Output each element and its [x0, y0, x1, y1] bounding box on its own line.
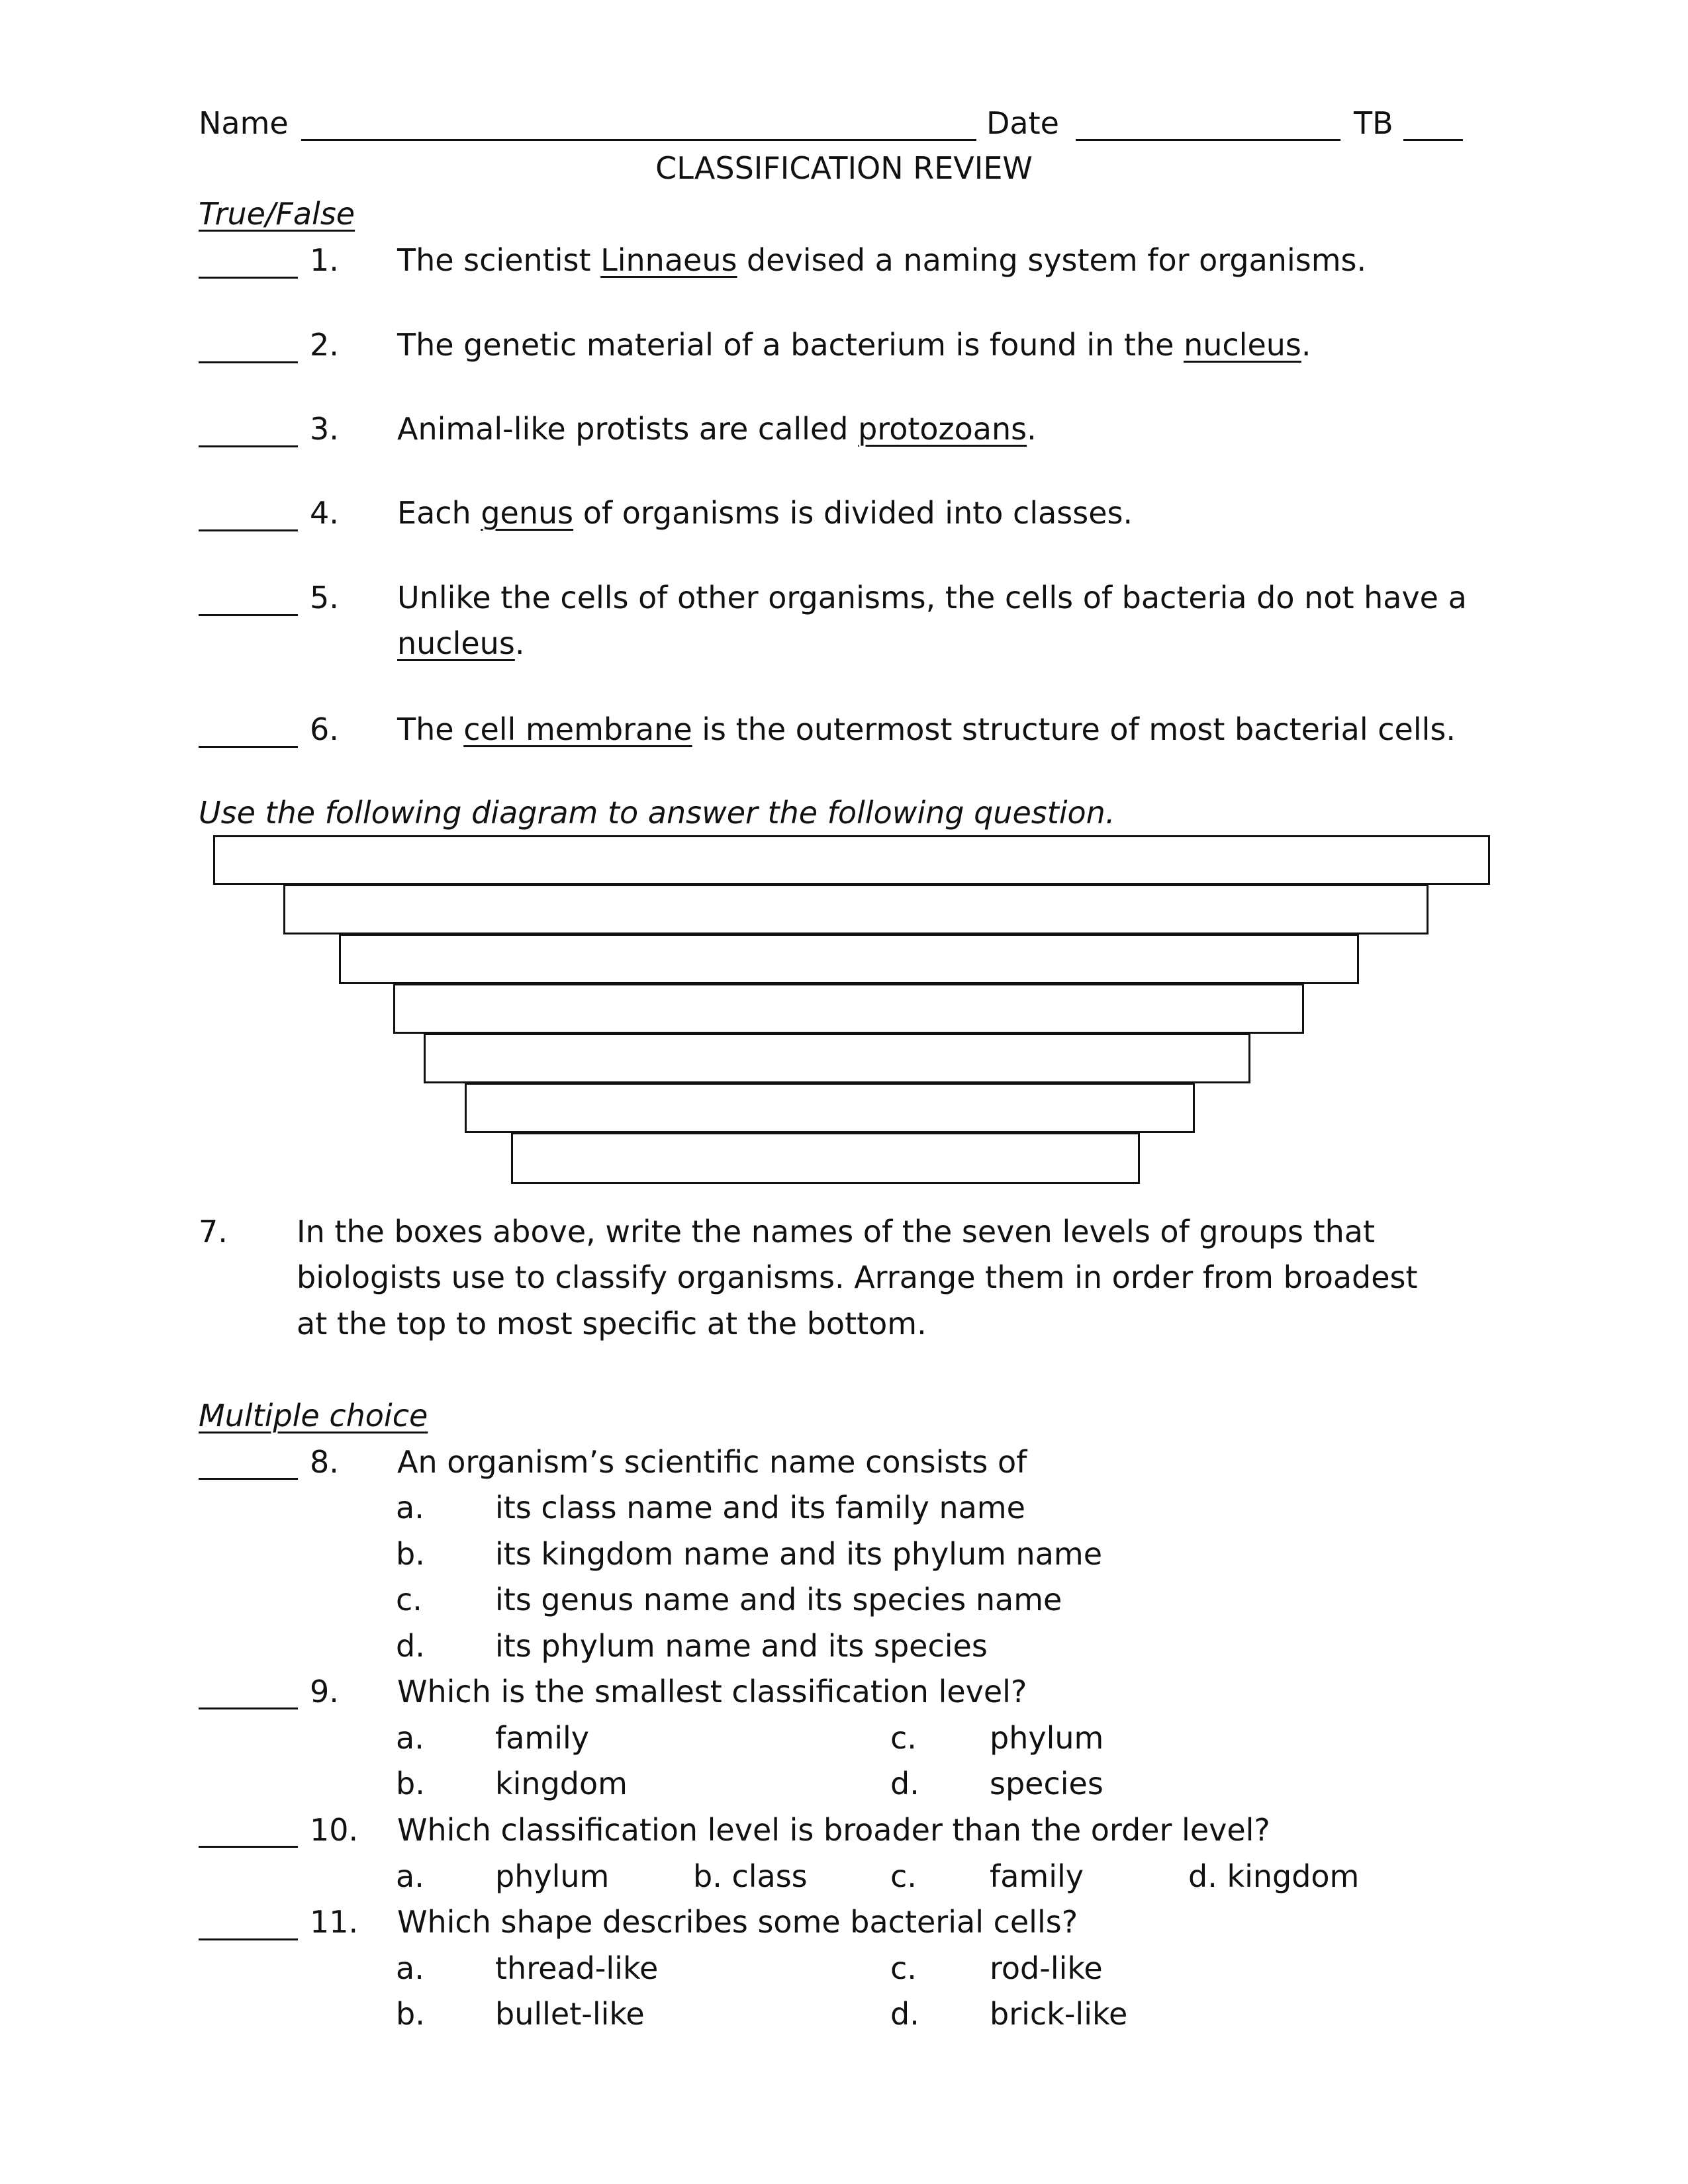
tf-question-3: Animal-like protists are called protozoans.: [397, 411, 1037, 447]
answer-blank-8[interactable]: [199, 1478, 298, 1480]
q7-line-2: biologists use to classify organisms. Arrange them in order from broadest: [297, 1259, 1418, 1295]
option-letter: b.: [396, 1536, 425, 1572]
q8-option-a: its class name and its family name: [495, 1490, 1025, 1525]
answer-blank-9[interactable]: [199, 1707, 298, 1709]
q7-line-1: In the boxes above, write the names of the seven levels of groups that: [297, 1214, 1375, 1250]
q9-option-d: species: [990, 1766, 1103, 1801]
answer-blank-11[interactable]: [199, 1938, 298, 1940]
question-number: 4.: [310, 495, 339, 531]
answer-blank-10[interactable]: [199, 1846, 298, 1848]
tf-question-5-line-2: nucleus.: [397, 625, 525, 661]
option-letter: b.: [396, 1766, 425, 1801]
name-label: Name: [199, 105, 289, 141]
option-letter: d.: [890, 1766, 919, 1801]
q9-option-a: family: [495, 1720, 589, 1756]
diagram-instruction: Use the following diagram to answer the following question.: [199, 795, 1115, 831]
option-letter: a.: [396, 1950, 424, 1986]
q11-option-c: rod-like: [990, 1950, 1103, 1986]
tf-question-2: The genetic material of a bacterium is found in the nucleus.: [397, 327, 1311, 363]
answer-blank-2[interactable]: [199, 361, 298, 363]
option-letter: c.: [890, 1950, 917, 1986]
tb-blank[interactable]: [1403, 139, 1463, 141]
q7-line-3: at the top to most specific at the bottom.: [297, 1306, 927, 1342]
option-letter: a.: [396, 1858, 424, 1894]
q11-option-d: brick-like: [990, 1996, 1128, 2032]
page-title: CLASSIFICATION REVIEW: [655, 150, 1033, 186]
question-number: 9.: [310, 1674, 339, 1709]
q11-option-a: thread-like: [495, 1950, 659, 1986]
question-number: 7.: [199, 1214, 228, 1250]
q9-question: Which is the smallest classification level?: [397, 1674, 1027, 1709]
q10-option-a: phylum: [495, 1858, 610, 1894]
question-number: 10.: [310, 1812, 359, 1848]
q8-option-d: its phylum name and its species: [495, 1628, 988, 1664]
answer-blank-1[interactable]: [199, 277, 298, 279]
underlined-term: genus: [481, 495, 574, 531]
answer-blank-6[interactable]: [199, 746, 298, 748]
option-letter: c.: [396, 1582, 422, 1617]
underlined-term: nucleus: [397, 625, 515, 661]
underlined-term: Linnaeus: [600, 242, 737, 278]
q11-option-b: bullet-like: [495, 1996, 645, 2032]
tf-question-4: Each genus of organisms is divided into classes.: [397, 495, 1133, 531]
question-number: 5.: [310, 580, 339, 615]
q8-question: An organism’s scientific name consists of: [397, 1444, 1027, 1480]
option-letter: d.: [396, 1628, 425, 1664]
option-letter: d.: [890, 1996, 919, 2032]
q11-question: Which shape describes some bacterial cells?: [397, 1904, 1078, 1940]
tf-question-6: The cell membrane is the outermost structure of most bacterial cells.: [397, 711, 1456, 747]
question-number: 1.: [310, 242, 339, 278]
date-blank[interactable]: [1076, 139, 1340, 141]
classification-box-2[interactable]: [283, 884, 1429, 934]
question-number: 11.: [310, 1904, 359, 1940]
multiple-choice-heading: Multiple choice: [199, 1398, 428, 1433]
answer-blank-4[interactable]: [199, 529, 298, 531]
option-letter: a.: [396, 1720, 424, 1756]
option-letter: c.: [890, 1720, 917, 1756]
answer-blank-3[interactable]: [199, 445, 298, 447]
tf-question-5-line-1: Unlike the cells of other organisms, the cells of bacteria do not have a: [397, 580, 1467, 615]
underlined-term: protozoans: [858, 411, 1027, 447]
name-blank[interactable]: [301, 139, 976, 141]
q10-option-c: family: [990, 1858, 1084, 1894]
classification-box-4[interactable]: [393, 983, 1304, 1034]
q9-option-c: phylum: [990, 1720, 1104, 1756]
classification-box-3[interactable]: [339, 934, 1359, 984]
question-number: 8.: [310, 1444, 339, 1480]
date-label: Date: [986, 105, 1059, 141]
classification-box-1[interactable]: [213, 835, 1490, 885]
q9-option-b: kingdom: [495, 1766, 628, 1801]
answer-blank-5[interactable]: [199, 614, 298, 616]
q8-option-c: its genus name and its species name: [495, 1582, 1062, 1617]
true-false-heading: True/False: [199, 196, 355, 232]
option-letter: b.: [396, 1996, 425, 2032]
option-letter: a.: [396, 1490, 424, 1525]
underlined-term: nucleus: [1184, 327, 1301, 363]
q10-option-d: d. kingdom: [1188, 1858, 1360, 1894]
tf-question-1: The scientist Linnaeus devised a naming system for organisms.: [397, 242, 1367, 278]
q8-option-b: its kingdom name and its phylum name: [495, 1536, 1102, 1572]
classification-box-5[interactable]: [424, 1033, 1250, 1083]
question-number: 6.: [310, 711, 339, 747]
tb-label: TB: [1354, 105, 1393, 141]
option-letter: c.: [890, 1858, 917, 1894]
q10-question: Which classification level is broader than the order level?: [397, 1812, 1270, 1848]
classification-box-6[interactable]: [465, 1083, 1195, 1133]
classification-box-7[interactable]: [511, 1132, 1140, 1184]
q10-option-b: b. class: [693, 1858, 808, 1894]
question-number: 2.: [310, 327, 339, 363]
underlined-term: cell membrane: [463, 711, 692, 747]
question-number: 3.: [310, 411, 339, 447]
